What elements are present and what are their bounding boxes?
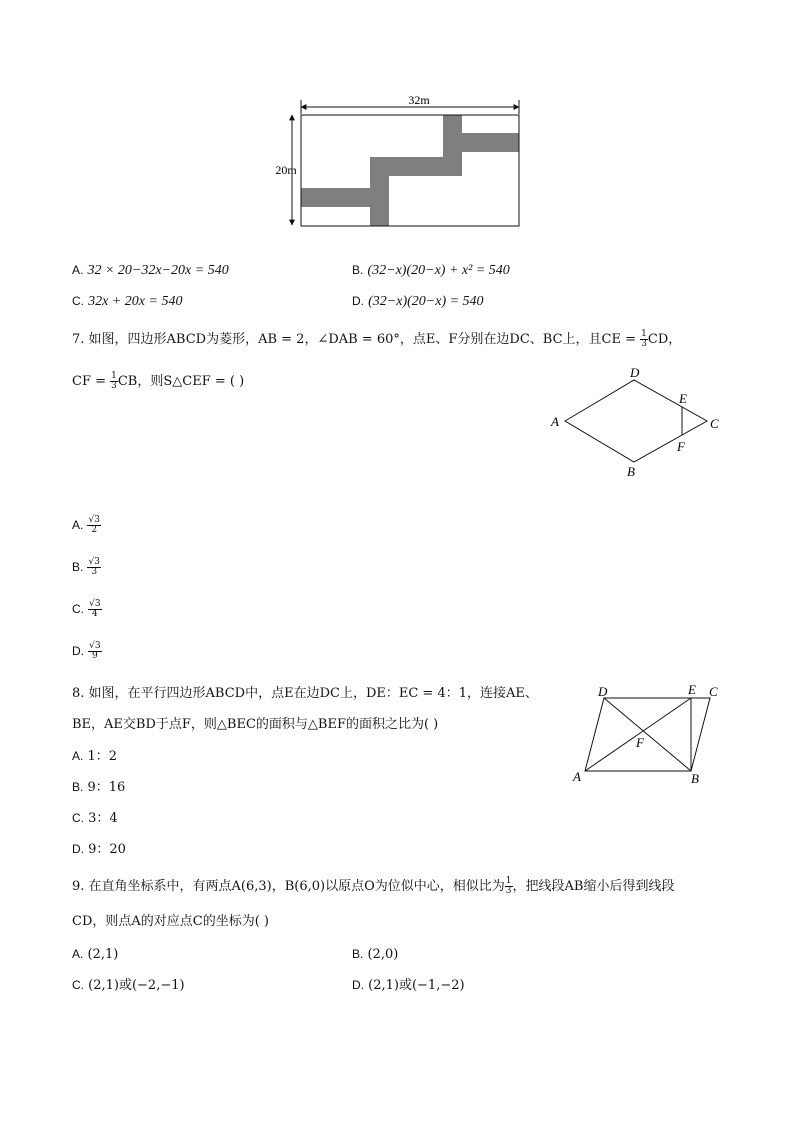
label-e: E (679, 391, 687, 406)
q7-text-end: CB，则S△CEF = ( ) (117, 374, 245, 389)
option-text: (32−x)(20−x) + x² = 540 (367, 263, 510, 278)
option-letter: A. (72, 947, 84, 961)
option-fraction: $\frac{√3}{3}$ (88, 557, 100, 577)
q6-option-b[interactable] (352, 262, 510, 279)
label-a: A (573, 769, 581, 784)
q8-option-a[interactable] (72, 748, 117, 765)
q8-stem-line2: BE，AE交BD于点F，则△BEC的面积与△BEF的面积之比为( ) (72, 717, 439, 732)
option-text: (2,0) (367, 947, 399, 962)
q9-option-c[interactable] (72, 977, 185, 994)
road-shading (301, 115, 519, 226)
label-b: B (691, 771, 699, 786)
option-text: 3：4 (88, 811, 118, 826)
option-letter: B. (72, 560, 84, 574)
option-text: 1：2 (87, 749, 118, 764)
q9-option-d[interactable] (352, 977, 465, 994)
q7-stem-line2 (72, 372, 244, 391)
label-d: D (630, 365, 640, 380)
fraction: $\frac{1}{3}$ (111, 371, 117, 391)
option-text: 9：20 (88, 842, 126, 857)
q9-stem-line2: CD，则点A的对应点C的坐标为( ) (72, 914, 269, 929)
segment-bd (604, 698, 691, 771)
option-text: 9：16 (87, 780, 126, 795)
q7-option-b[interactable] (72, 558, 101, 577)
q9-option-b[interactable] (352, 946, 398, 963)
label-c: C (709, 684, 718, 699)
q7-option-d[interactable] (72, 642, 102, 661)
option-letter: C. (72, 978, 84, 992)
q9-text: 9. 在直角坐标系中，有两点A(6,3)，B(6,0)以原点O为位似中心，相似比为 (72, 879, 505, 894)
width-label: 32m (408, 95, 430, 107)
q7-text: 7. 如图，四边形ABCD为菱形，AB = 2，∠DAB = 60°，点E、F分别在边DC、BC上，且CE = (72, 332, 641, 347)
q7-stem-line1 (72, 330, 681, 349)
q8-parallelogram-figure (565, 680, 725, 790)
height-label: 20m (275, 163, 297, 177)
label-c: C (710, 416, 719, 431)
option-fraction: $\frac{√3}{9}$ (89, 641, 101, 661)
q8-option-d[interactable] (72, 841, 126, 858)
option-letter: D. (352, 978, 364, 992)
label-a: A (551, 414, 559, 429)
q8-option-b[interactable] (72, 779, 125, 796)
option-letter: D. (72, 644, 84, 658)
option-letter: A. (72, 749, 84, 763)
q9-stem-line1 (72, 877, 674, 896)
label-f: F (677, 439, 685, 454)
label-e: E (688, 682, 696, 697)
q6-option-c[interactable] (72, 293, 182, 310)
option-letter: C. (72, 602, 84, 616)
label-b: B (627, 464, 635, 479)
option-text: (32−x)(20−x) = 540 (368, 294, 484, 309)
option-letter: A. (72, 518, 84, 532)
q8-option-c[interactable] (72, 810, 118, 827)
option-letter: C. (72, 811, 84, 825)
q7-option-a[interactable] (72, 516, 101, 535)
q8-stem-line1: 8. 如图，在平行四边形ABCD中，点E在边DC上，DE：EC = 4：1，连接AE、 (72, 686, 538, 701)
q6-option-a[interactable] (72, 262, 229, 279)
option-letter: B. (72, 780, 84, 794)
fraction: $\frac{1}{3}$ (505, 876, 512, 896)
q7-text: CF = (72, 374, 111, 389)
option-letter: B. (352, 263, 364, 277)
option-letter: C. (72, 294, 84, 308)
q7-rhombus-figure (545, 360, 725, 485)
option-text: (2,1)或(−2,−1) (88, 978, 185, 993)
option-letter: B. (352, 947, 364, 961)
q6-option-d[interactable] (352, 293, 484, 310)
q9-option-a[interactable] (72, 946, 118, 963)
option-fraction: $\frac{√3}{2}$ (88, 515, 100, 535)
option-text: (2,1)或(−1,−2) (368, 978, 465, 993)
q6-figure (270, 95, 530, 235)
label-f: F (636, 735, 644, 750)
q7-option-c[interactable] (72, 600, 102, 619)
q7-text-end: CD， (647, 332, 682, 347)
q9-text-end: ，把线段AB缩小后得到线段 (512, 879, 675, 894)
option-fraction: $\frac{√3}{4}$ (89, 599, 101, 619)
fraction: $\frac{1}{3}$ (641, 329, 647, 349)
option-text: 32 × 20−32x−20x = 540 (87, 263, 229, 278)
option-text: 32x + 20x = 540 (88, 294, 183, 309)
option-letter: D. (72, 842, 84, 856)
label-d: D (598, 684, 608, 699)
option-letter: A. (72, 263, 84, 277)
option-letter: D. (352, 294, 364, 308)
option-text: (2,1) (87, 947, 119, 962)
